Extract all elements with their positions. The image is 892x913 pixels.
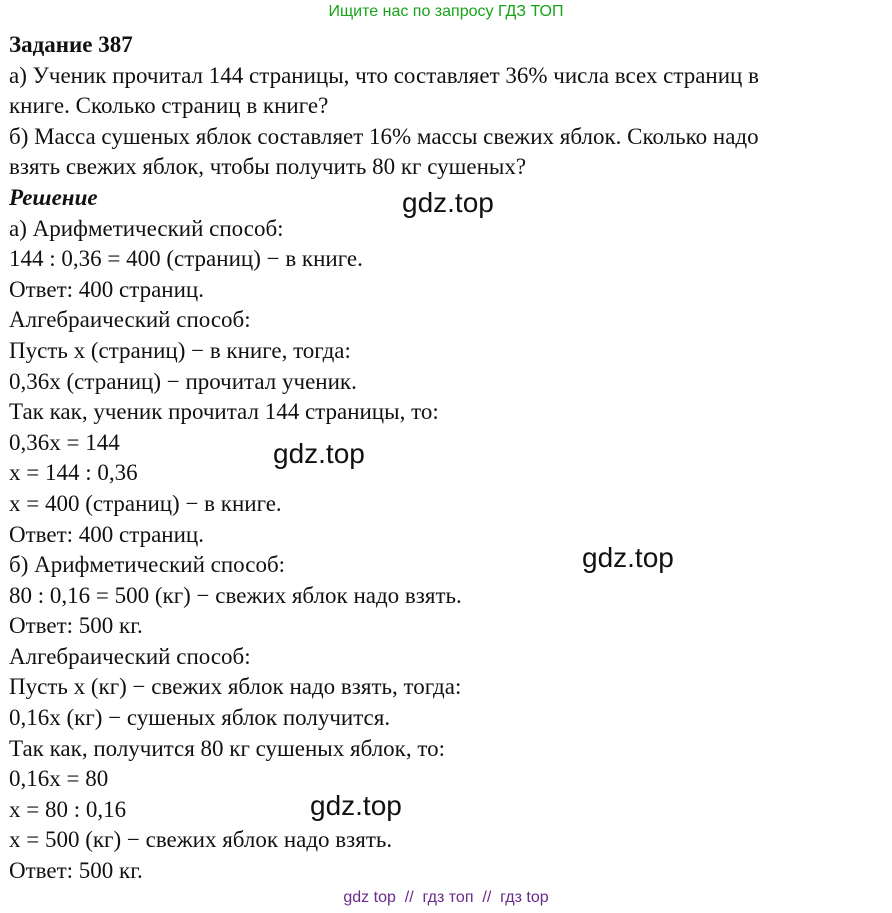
watermark: gdz.top xyxy=(273,438,365,469)
solution-line: Пусть х (страниц) − в книге, тогда: xyxy=(9,337,351,363)
watermark: gdz.top xyxy=(310,790,402,821)
solution-line: б) Арифметический способ: xyxy=(9,552,286,578)
solution-line: х = 80 : 0,16 xyxy=(9,796,127,822)
solution-line: х = 500 (кг) − свежих яблок надо взять. xyxy=(9,827,393,853)
solution-line: Алгебраический способ: xyxy=(9,307,251,333)
solution-line: 0,16х = 80 xyxy=(9,766,109,792)
solution-line: а) Арифметический способ: xyxy=(9,215,284,241)
solution-line: 0,16х (кг) − сушеных яблок получится. xyxy=(9,705,391,731)
solution-line: Так как, получится 80 кг сушеных яблок, то: xyxy=(9,735,445,761)
solution-line: Ответ: 400 страниц. xyxy=(9,276,204,302)
solution-line: 80 : 0,16 = 500 (кг) − свежих яблок надо взять. xyxy=(9,582,462,608)
bottom-banner: gdz top // гдз топ // гдз top xyxy=(343,889,549,906)
solution-line: Так как, ученик прочитал 144 страницы, то: xyxy=(9,399,439,425)
task-content xyxy=(9,30,889,887)
task-title: Задание 387 xyxy=(9,32,133,57)
watermark: gdz.top xyxy=(582,542,674,573)
condition-a-line-1: а) Ученик прочитал 144 страницы, что составляет 36% числа всех страниц в xyxy=(9,62,759,88)
condition-b-line-2: взять свежих яблок, чтобы получить 80 кг сушеных? xyxy=(9,154,527,180)
solution-line: 144 : 0,36 = 400 (страниц) − в книге. xyxy=(9,246,363,272)
condition-a-line-2: книге. Сколько страниц в книге? xyxy=(9,93,329,119)
solution-line: Пусть х (кг) − свежих яблок надо взять, тогда: xyxy=(9,674,462,700)
solution-line: х = 144 : 0,36 xyxy=(9,460,138,486)
solution-line: Ответ: 500 кг. xyxy=(9,858,143,884)
solution-line: х = 400 (страниц) − в книге. xyxy=(9,490,282,516)
solution-line: 0,36х = 144 xyxy=(9,429,120,455)
watermark: gdz.top xyxy=(402,187,494,218)
solution-line: Алгебраический способ: xyxy=(9,643,251,669)
solution-line: Ответ: 400 страниц. xyxy=(9,521,204,547)
condition-b-line-1: б) Масса сушеных яблок составляет 16% массы свежих яблок. Сколько надо xyxy=(9,123,759,149)
solution-heading: Решение xyxy=(9,184,98,210)
top-banner: Ищите нас по запросу ГДЗ ТОП xyxy=(328,3,564,20)
solution-line: 0,36х (страниц) − прочитал ученик. xyxy=(9,368,357,394)
solution-line: Ответ: 500 кг. xyxy=(9,613,143,639)
